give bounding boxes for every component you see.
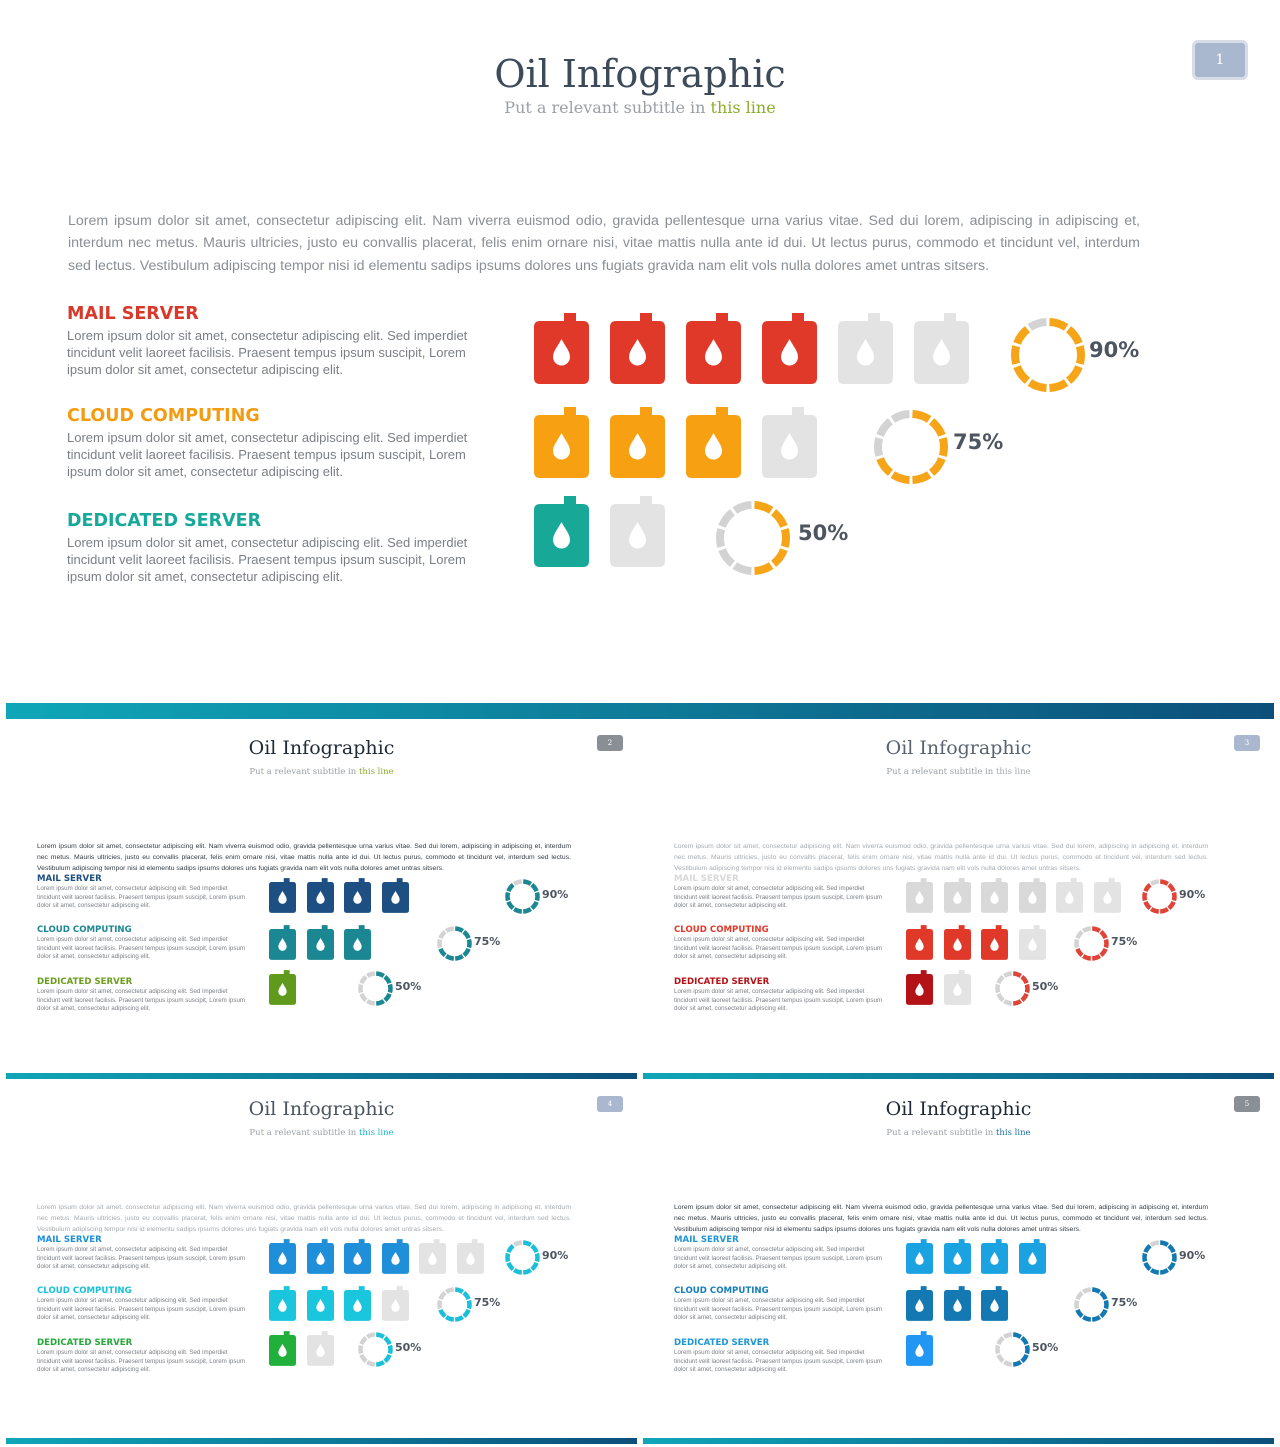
donut-progress-icon	[356, 969, 395, 1008]
percent-label: 50%	[395, 1341, 422, 1354]
oil-barrel-icon	[382, 1239, 409, 1274]
row-label: MAIL SERVER	[37, 1235, 102, 1245]
oil-barrel-icon	[944, 878, 971, 913]
row-label: MAIL SERVER	[67, 304, 199, 324]
oil-barrel-icon	[944, 970, 971, 1005]
oil-barrel-icon	[762, 407, 817, 478]
row-label: DEDICATED SERVER	[37, 977, 133, 987]
slide-subtitle	[6, 98, 1274, 117]
row-label: DEDICATED SERVER	[67, 511, 262, 531]
row-label: DEDICATED SERVER	[37, 1338, 133, 1348]
row-label: DEDICATED SERVER	[674, 1338, 770, 1348]
oil-barrel-icon	[1019, 878, 1046, 913]
footer-band	[6, 703, 1274, 719]
donut-progress-icon	[712, 497, 794, 579]
row-description: Lorem ipsum dolor sit amet, consectetur adipiscing elit. Sed imperdiet tincidunt velit laoreet facilisis. Praesent tempus ipsum suscipit, Lorem ipsum dolor sit amet, consectetur adipiscing elit.	[37, 936, 246, 961]
slide-2	[6, 722, 637, 1079]
intro-paragraph: Lorem ipsum dolor sit amet, consectetur adipiscing elit. Nam viverra euismod odio, gravida pellentesque urna varius vitae. Sed dui lorem, adipiscing in adipiscing et, interdum nec metus. Mauris ultricies, justo eu convallis placerat, felis enim ornare nisi, vitae mattis nulla ante id dui. Ut lectus purus, commodo et tincidunt vel, interdum sed lectus. Vestibulum adipiscing tempor nisi id elementu sadips ipsums dolores uns fugiats gravida nam elit vols nulla dolores amet untras sitsers.	[68, 213, 1140, 274]
percent-label: 90%	[1179, 1249, 1206, 1262]
row-description: Lorem ipsum dolor sit amet, consectetur adipiscing elit. Sed imperdiet tincidunt velit laoreet facilisis. Praesent tempus ipsum suscipit, Lorem ipsum dolor sit amet, consectetur adipiscing elit.	[674, 1246, 883, 1271]
oil-barrel-icon	[534, 496, 589, 567]
row-label: CLOUD COMPUTING	[674, 1286, 769, 1296]
row-description: Lorem ipsum dolor sit amet, consectetur adipiscing elit. Sed imperdiet tincidunt velit laoreet facilisis. Praesent tempus ipsum suscipit, Lorem ipsum dolor sit amet, consectetur adipiscing elit.	[674, 885, 883, 910]
page-number-badge: 4	[597, 1096, 623, 1112]
row-description: Lorem ipsum dolor sit amet, consectetur adipiscing elit. Sed imperdiet tincidunt velit laoreet facilisis. Praesent tempus ipsum suscipit, Lorem ipsum dolor sit amet, consectetur adipiscing elit.	[67, 328, 468, 378]
row-description: Lorem ipsum dolor sit amet, consectetur adipiscing elit. Sed imperdiet tincidunt velit laoreet facilisis. Praesent tempus ipsum suscipit, Lorem ipsum dolor sit amet, consectetur adipiscing elit.	[674, 1297, 883, 1322]
oil-barrel-icon	[534, 407, 589, 478]
intro-paragraph: Lorem ipsum dolor sit amet, consectetur adipiscing elit. Nam viverra euismod odio, gravida pellentesque urna varius vitae. Sed dui lorem, adipiscing in adipiscing et, interdum nec metus. Mauris ultricies, justo eu convallis placerat, felis enim ornare nisi, vitae mattis nulla ante id dui. Ut lectus purus, commodo et tincidunt vel, interdum sed lectus. Vestibulum adipiscing tempor nisi id elementu sadips ipsums dolores uns fugiats gravida nam elit vols nulla dolores amet untras sitsers.	[674, 843, 1208, 873]
donut-progress-icon	[993, 969, 1032, 1008]
oil-barrel-icon	[610, 407, 665, 478]
donut-progress-icon	[1007, 314, 1089, 396]
row-description: Lorem ipsum dolor sit amet, consectetur adipiscing elit. Sed imperdiet tincidunt velit laoreet facilisis. Praesent tempus ipsum suscipit, Lorem ipsum dolor sit amet, consectetur adipiscing elit.	[67, 430, 468, 480]
slide-subtitle	[643, 767, 1274, 777]
slide-5	[643, 1083, 1274, 1444]
row-description: Lorem ipsum dolor sit amet, consectetur adipiscing elit. Sed imperdiet tincidunt velit laoreet facilisis. Praesent tempus ipsum suscipit, Lorem ipsum dolor sit amet, consectetur adipiscing elit.	[37, 988, 246, 1013]
subtitle-highlight: this line	[358, 767, 394, 777]
percent-label: 50%	[1032, 1341, 1059, 1354]
oil-barrel-icon	[906, 878, 933, 913]
oil-barrel-icon	[457, 1239, 484, 1274]
oil-barrel-icon	[307, 1331, 334, 1366]
intro-paragraph: Lorem ipsum dolor sit amet, consectetur adipiscing elit. Nam viverra euismod odio, gravida pellentesque urna varius vitae. Sed dui lorem, adipiscing in adipiscing et, interdum nec metus. Mauris ultricies, justo eu convallis placerat, felis enim ornare nisi, vitae mattis nulla ante id dui. Ut lectus purus, commodo et tincidunt vel, interdum sed lectus. Vestibulum adipiscing tempor nisi id elementu sadips ipsums dolores uns fugiats gravida nam elit vols nulla dolores amet untras sitsers.	[674, 1204, 1208, 1234]
donut-progress-icon	[1072, 1285, 1111, 1324]
oil-barrel-icon	[906, 1239, 933, 1274]
row-label: CLOUD COMPUTING	[37, 1286, 132, 1296]
oil-barrel-icon	[269, 878, 296, 913]
slide-title: Oil Infographic	[494, 52, 786, 96]
percent-label: 50%	[798, 521, 849, 545]
row-description: Lorem ipsum dolor sit amet, consectetur adipiscing elit. Sed imperdiet tincidunt velit laoreet facilisis. Praesent tempus ipsum suscipit, Lorem ipsum dolor sit amet, consectetur adipiscing elit.	[37, 1246, 246, 1271]
percent-label: 50%	[395, 980, 422, 993]
slide-3	[643, 722, 1274, 1079]
oil-barrel-icon	[838, 313, 893, 384]
oil-barrel-icon	[344, 1286, 371, 1321]
oil-barrel-icon	[269, 1286, 296, 1321]
footer-band	[6, 1073, 637, 1079]
page-number-badge: 2	[597, 735, 623, 751]
footer-band	[6, 1438, 637, 1444]
subtitle-highlight: this line	[358, 1128, 394, 1138]
slide-1	[6, 6, 1274, 719]
oil-barrel-icon	[1019, 925, 1046, 960]
oil-barrel-icon	[307, 1239, 334, 1274]
slide-subtitle	[6, 767, 637, 777]
row-label: MAIL SERVER	[674, 1235, 739, 1245]
slide-subtitle	[643, 1128, 1274, 1138]
page-number-badge: 3	[1234, 735, 1260, 751]
oil-barrel-icon	[981, 1239, 1008, 1274]
percent-label: 75%	[953, 430, 1004, 454]
donut-progress-icon	[1072, 924, 1111, 963]
oil-barrel-icon	[344, 878, 371, 913]
oil-barrel-icon	[944, 925, 971, 960]
slide-title: Oil Infographic	[885, 1098, 1032, 1120]
slide-4	[6, 1083, 637, 1444]
subtitle-highlight: this line	[995, 1128, 1031, 1138]
oil-barrel-icon	[382, 878, 409, 913]
percent-label: 50%	[1032, 980, 1059, 993]
donut-progress-icon	[870, 406, 952, 488]
oil-barrel-icon	[944, 1286, 971, 1321]
percent-label: 75%	[474, 935, 501, 948]
row-label: CLOUD COMPUTING	[674, 925, 769, 935]
subtitle-highlight: this line	[710, 98, 776, 117]
oil-barrel-icon	[981, 925, 1008, 960]
oil-barrel-icon	[981, 878, 1008, 913]
percent-label: 90%	[542, 888, 569, 901]
percent-label: 90%	[1089, 338, 1140, 362]
subtitle-text: Put a relevant subtitle in	[504, 98, 706, 117]
oil-barrel-icon	[382, 1286, 409, 1321]
oil-barrel-icon	[269, 925, 296, 960]
oil-barrel-icon	[906, 970, 933, 1005]
footer-band	[643, 1438, 1274, 1444]
oil-barrel-icon	[269, 1331, 296, 1366]
donut-progress-icon	[435, 924, 474, 963]
subtitle-text: Put a relevant subtitle in	[886, 767, 994, 777]
percent-label: 90%	[1179, 888, 1206, 901]
row-label: MAIL SERVER	[37, 874, 102, 884]
row-label: CLOUD COMPUTING	[37, 925, 132, 935]
oil-barrel-icon	[906, 1286, 933, 1321]
oil-barrel-icon	[914, 313, 969, 384]
donut-progress-icon	[503, 877, 542, 916]
row-description: Lorem ipsum dolor sit amet, consectetur adipiscing elit. Sed imperdiet tincidunt velit laoreet facilisis. Praesent tempus ipsum suscipit, Lorem ipsum dolor sit amet, consectetur adipiscing elit.	[67, 535, 468, 585]
oil-barrel-icon	[610, 496, 665, 567]
row-description: Lorem ipsum dolor sit amet, consectetur adipiscing elit. Sed imperdiet tincidunt velit laoreet facilisis. Praesent tempus ipsum suscipit, Lorem ipsum dolor sit amet, consectetur adipiscing elit.	[37, 885, 246, 910]
slide-title: Oil Infographic	[885, 737, 1032, 759]
oil-barrel-icon	[1094, 878, 1121, 913]
donut-progress-icon	[503, 1238, 542, 1277]
oil-barrel-icon	[307, 925, 334, 960]
percent-label: 75%	[474, 1296, 501, 1309]
oil-barrel-icon	[610, 313, 665, 384]
percent-label: 75%	[1111, 935, 1138, 948]
oil-barrel-icon	[269, 1239, 296, 1274]
slide-title: Oil Infographic	[248, 1098, 395, 1120]
intro-paragraph: Lorem ipsum dolor sit amet, consectetur adipiscing elit. Nam viverra euismod odio, gravida pellentesque urna varius vitae. Sed dui lorem, adipiscing in adipiscing et, interdum nec metus. Mauris ultricies, justo eu convallis placerat, felis enim ornare nisi, vitae mattis nulla ante id dui. Ut lectus purus, commodo et tincidunt vel, interdum sed lectus. Vestibulum adipiscing tempor nisi id elementu sadips ipsums dolores uns fugiats gravida nam elit vols nulla dolores amet untras sitsers.	[37, 1204, 571, 1234]
slide-title: Oil Infographic	[248, 737, 395, 759]
oil-barrel-icon	[419, 1239, 446, 1274]
slide-subtitle	[6, 1128, 637, 1138]
oil-barrel-icon	[269, 970, 296, 1005]
subtitle-text: Put a relevant subtitle in	[249, 1128, 357, 1138]
oil-barrel-icon	[307, 878, 334, 913]
donut-progress-icon	[356, 1330, 395, 1369]
oil-barrel-icon	[344, 1239, 371, 1274]
page-number-badge: 5	[1234, 1096, 1260, 1112]
row-description: Lorem ipsum dolor sit amet, consectetur adipiscing elit. Sed imperdiet tincidunt velit laoreet facilisis. Praesent tempus ipsum suscipit, Lorem ipsum dolor sit amet, consectetur adipiscing elit.	[37, 1297, 246, 1322]
oil-barrel-icon	[981, 1286, 1008, 1321]
percent-label: 90%	[542, 1249, 569, 1262]
row-description: Lorem ipsum dolor sit amet, consectetur adipiscing elit. Sed imperdiet tincidunt velit laoreet facilisis. Praesent tempus ipsum suscipit, Lorem ipsum dolor sit amet, consectetur adipiscing elit.	[37, 1349, 246, 1374]
intro-paragraph: Lorem ipsum dolor sit amet, consectetur adipiscing elit. Nam viverra euismod odio, gravida pellentesque urna varius vitae. Sed dui lorem, adipiscing in adipiscing et, interdum nec metus. Mauris ultricies, justo eu convallis placerat, felis enim ornare nisi, vitae mattis nulla ante id dui. Ut lectus purus, commodo et tincidunt vel, interdum sed lectus. Vestibulum adipiscing tempor nisi id elementu sadips ipsums dolores uns fugiats gravida nam elit vols nulla dolores amet untras sitsers.	[37, 843, 571, 873]
oil-barrel-icon	[906, 925, 933, 960]
row-label: DEDICATED SERVER	[674, 977, 770, 987]
donut-progress-icon	[993, 1330, 1032, 1369]
footer-band	[643, 1073, 1274, 1079]
donut-progress-icon	[1140, 877, 1179, 916]
oil-barrel-icon	[1019, 1239, 1046, 1274]
oil-barrel-icon	[906, 1331, 933, 1366]
row-description: Lorem ipsum dolor sit amet, consectetur adipiscing elit. Sed imperdiet tincidunt velit laoreet facilisis. Praesent tempus ipsum suscipit, Lorem ipsum dolor sit amet, consectetur adipiscing elit.	[674, 988, 883, 1013]
oil-barrel-icon	[1056, 878, 1083, 913]
subtitle-text: Put a relevant subtitle in	[249, 767, 357, 777]
oil-barrel-icon	[762, 313, 817, 384]
oil-barrel-icon	[944, 1239, 971, 1274]
oil-barrel-icon	[307, 1286, 334, 1321]
oil-barrel-icon	[686, 407, 741, 478]
page-number-badge: 1	[1195, 43, 1245, 77]
row-label: MAIL SERVER	[674, 874, 739, 884]
row-description: Lorem ipsum dolor sit amet, consectetur adipiscing elit. Sed imperdiet tincidunt velit laoreet facilisis. Praesent tempus ipsum suscipit, Lorem ipsum dolor sit amet, consectetur adipiscing elit.	[674, 1349, 883, 1374]
percent-label: 75%	[1111, 1296, 1138, 1309]
subtitle-text: Put a relevant subtitle in	[886, 1128, 994, 1138]
oil-barrel-icon	[344, 925, 371, 960]
row-label: CLOUD COMPUTING	[67, 406, 260, 426]
oil-barrel-icon	[534, 313, 589, 384]
oil-barrel-icon	[686, 313, 741, 384]
row-description: Lorem ipsum dolor sit amet, consectetur adipiscing elit. Sed imperdiet tincidunt velit laoreet facilisis. Praesent tempus ipsum suscipit, Lorem ipsum dolor sit amet, consectetur adipiscing elit.	[674, 936, 883, 961]
subtitle-highlight: this line	[995, 767, 1031, 777]
donut-progress-icon	[1140, 1238, 1179, 1277]
donut-progress-icon	[435, 1285, 474, 1324]
